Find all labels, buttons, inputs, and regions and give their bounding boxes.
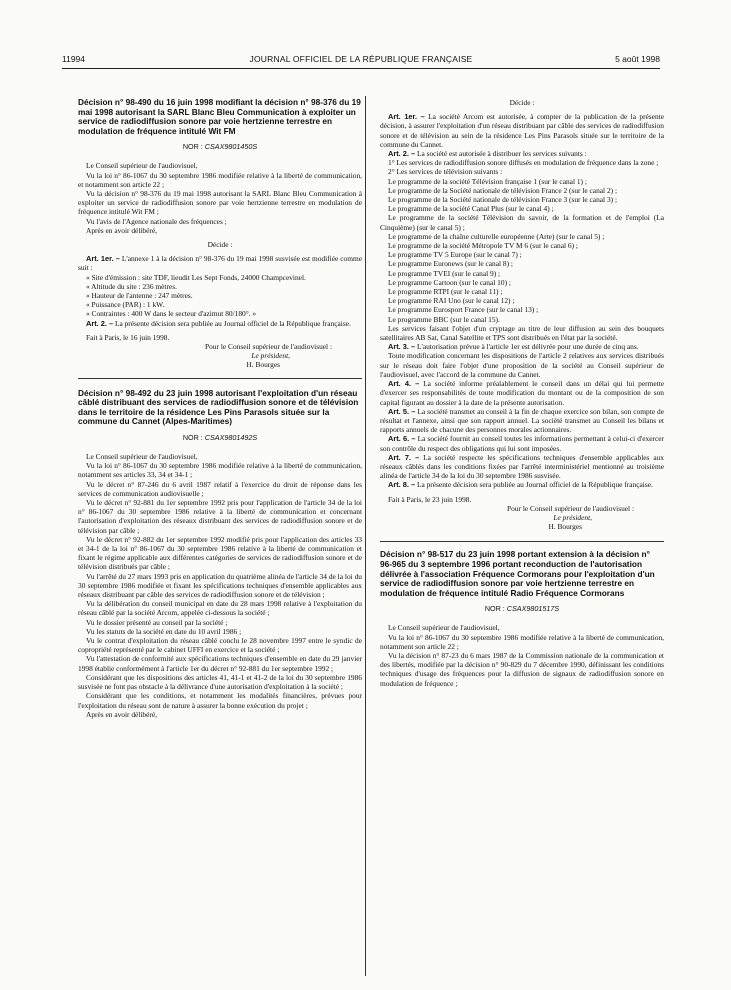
paragraph: Vu le décret n° 92-881 du 1er septembre 1992 pris pour l'application de l'article 34 de la loi n° 86-1067 du 30 septembre 1986 relative à la liberté de communication et concernant l'autorisation d'exploitation des réseaux distribuant des services de radiodiffusion sonore et de télévision par câble ; [78,498,362,535]
paragraph: Vu l'avis de l'Agence nationale des fréquences ; [86,216,227,226]
nor-reference: NOR : CSAX9801517S [484,604,560,614]
issue-date: 5 août 1998 [615,54,660,64]
paragraph: Le Conseil supérieur de l'audiovisuel, [86,161,198,171]
article: Art. 5. – La société transmet au conseil à la fin de chaque exercice son bilan, son compte de résultat et l'annexe, ainsi que son rapport annuel. La société transmet au Conseil les bilans et rapports annuels de chacune des personnes morales actionnaires. [380,406,664,435]
channel-item: Le programme Eurosport France (sur le canal 13) ; [388,305,539,315]
column-divider [365,96,366,976]
channel-item: Le programme de la chaîne culturelle européenne (Arte) (sur le canal 5) ; [388,231,605,241]
decision-title: Décision n° 98-490 du 16 juin 1998 modifiant la décision n° 98-376 du 19 mai 1998 autorisant la SARL Blanc Bleu Communication à exploiter un service de radiodiffusion sonore par voie hertzienne terrestre en modulation de fréquence intitulé Wit FM [78,98,361,136]
journal-title: JOURNAL OFFICIEL DE LA RÉPUBLIQUE FRANÇAISE [249,54,473,64]
article: Art. 4. – La société informe préalablement le conseil dans un délai qui lui permette d'exercer ses responsabilités de toute modification du montant ou de la composition de son capital figurant au dossier à la date de la présente autorisation. [380,379,664,407]
channel-item: Le programme Euronews (sur le canal 8) ; [388,259,513,269]
signature-title: Le président, [553,512,592,522]
list-item: 1° Les services de radiodiffusion sonore diffusés en modulation de fréquence dans la zone ; [388,158,659,168]
paragraph: Vu la loi n° 86-1067 du 30 septembre 1986 modifiée relative à la liberté de communication, et notamment son article 22 ; [78,170,362,189]
right-column [380,98,664,688]
channel-item: Le programme BBC (sur le canal 15). [388,314,500,324]
paragraph: Vu la décision n° 98-376 du 19 mai 1998 autorisant la SARL Blanc Bleu Communication à exploiter un service de radiodiffusion sonore par voie hertzienne terrestre en modulation de fréquence intitulé Wit FM ; [78,188,362,217]
nor-reference: NOR : CSAX9801450S [182,142,258,152]
paragraph: Le Conseil supérieur de l'audiovisuel, [388,623,500,633]
article: Art. 6. – La société fournit au conseil toutes les informations permettant à celui-ci d'exercer son contrôle du respect des obligations qui lui sont imposées. [380,434,664,453]
paragraph: Vu l'arrêté du 27 mars 1993 pris en application du quatrième alinéa de l'article 34 de la loi du 30 septembre 1986 modifiée et fixant les spécifications techniques d'ensemble applicables aux réseaux distribuant par câble des services de radiodiffusion sonore et de télévision ; [78,571,362,600]
paragraph: Vu la loi n° 86-1067 du 30 septembre 1986 modifiée relative à la liberté de communication, notamment ses articles 33, 34 et 34-1 ; [78,461,362,480]
date-line: Fait à Paris, le 23 juin 1998. [388,494,472,504]
page-header [62,54,660,66]
article: Art. 7. – La société respecte les spécifications techniques d'ensemble applicables aux réseaux câblés dans les conditions fixées par l'arrêté interministériel mentionné au troisième alinéa de l'article 34 de la loi du 30 septembre 1986 susvisée. [380,452,664,481]
signature-name: H. Bourges [246,360,280,370]
channel-item: Le programme RTPI (sur le canal 11) ; [388,287,503,297]
paragraph: Après en avoir délibéré, [86,225,158,235]
list-item: « Contraintes : 400 W dans le secteur d'azimut 80/180°. » [86,309,257,319]
article: Art. 1er. – La société Arcom est autorisée, à compter de la publication de la présente décision, à assurer l'exploitation d'un réseau distribuant par câble des services de radiodiffusion sonore et de télévision au sein de la résidence Les Pins Parasols située sur le territoire de la commune du Cannet. [380,112,664,149]
paragraph: Vu la décision n° 87-23 du 6 mars 1987 de la Commission nationale de la communication et des libertés, modifiée par la décision n° 90-829 du 7 décembre 1990, définissant les conditions techniques d'usage des fréquences pour la diffusion de signaux de radiodiffusion sonore en modulation de fréquence ; [380,650,664,688]
paragraph: Vu la délibération du conseil municipal en date du 28 mars 1998 relative à l'exploitation du réseau câblé par la société Arcom, appelée ci-dessous la société ; [78,599,362,618]
list-item: « Puissance (PAR) : 1 kW. [86,300,165,310]
left-column [78,98,362,719]
signature-name: H. Bourges [548,522,582,532]
channel-item: Le programme TVEI (sur le canal 9) ; [388,268,501,278]
channel-item: Le programme RAI Uno (sur le canal 12) ; [388,296,515,306]
paragraph: Considérant que les conditions, et notamment les modalités financières, prévues pour l'exploitation du réseau sont de nature à assurer la bonne exécution du projet ; [78,691,362,710]
date-line: Fait à Paris, le 16 juin 1998. [86,332,170,342]
channel-item: Le programme de la Société nationale de télévision France 3 (sur le canal 3) ; [388,195,618,205]
paragraph: Considérant que les dispositions des articles 41, 41-1 et 41-2 de la loi du 30 septembre 1986 susvisée ne font pas obstacle à la délivrance d'une autorisation d'exploitation à la société ; [78,672,362,692]
paragraph: Vu l'attestation de conformité aux spécifications techniques d'ensemble en date du 29 janvier 1998 établie conformément à l'article 1er du décret n° 92-881 du 1er septembre 1992 ; [78,654,362,673]
channel-item: Le programme de la société Métropole TV M 6 (sur le canal 6) ; [388,241,578,251]
article: Art. 2. – La société est autorisée à distribuer les services suivants : [388,149,587,159]
paragraph: Vu la loi n° 86-1067 du 30 septembre 1986 modifiée relative à la liberté de communication, notamment son article 22 ; [380,632,664,651]
decision-title: Décision n° 98-517 du 23 juin 1998 portant extension à la décision n° 96-965 du 3 septembre 1996 portant reconduction de l'autorisation délivrée à l'association Fréquence Cormorans pour l'exploitation d'un service de radiodiffusion sonore par voie hertzienne terrestre en modulation de fréquence intitulé Radio Fréquence Cormorans [380,549,655,598]
paragraph: Le Conseil supérieur de l'audiovisuel, [86,452,198,462]
section-separator [380,541,664,542]
channel-item: Le programme de la société Télévision française 1 (sur le canal 1) ; [388,176,587,186]
channel-item: Le programme de la Société nationale de télévision France 2 (sur le canal 2) ; [388,185,618,195]
header-rule [62,68,660,69]
channel-item: Le programme TV 5 Europe (sur le canal 7) ; [388,250,522,260]
channel-item: Le programme Cartoon (sur le canal 10) ; [388,277,511,287]
signature-line: Pour le Conseil supérieur de l'audiovisuel : [507,503,634,513]
page-number: 11994 [62,54,86,64]
paragraph: Vu le contrat d'exploitation du réseau câblé conclu le 28 novembre 1997 entre le syndic de copropriété représenté par le cabinet UFFI en exercice et la société ; [78,636,362,655]
article: Art. 3. – L'autorisation prévue à l'article 1er est délivrée pour une durée de cinq ans. [388,342,639,352]
decide-heading: Décide : [207,240,233,249]
paragraph: Toute modification concernant les dispositions de l'article 2 relatives aux services distribués sur le réseau doit faire l'objet d'une proposition de la société au Conseil supérieur de l'audiovisuel, avec l'accord de la commune du Cannet. [380,351,664,379]
paragraph: Vu le décret n° 87-246 du 6 avril 1987 relatif à l'exercice du droit de réponse dans les services de communication audiovisuelle ; [78,479,362,498]
paragraph: Les services faisant l'objet d'un cryptage au titre de leur diffusion au sein des bouquets satellitaires AB Sat, Canal Satellite et TPS sont distribués en l'état par la société. [380,323,664,343]
list-item: « Site d'émission : site TDF, lieudit Les Sept Fonds, 24000 Champcevinel. [86,272,306,282]
decision-title: Décision n° 98-492 du 23 juin 1998 autorisant l'exploitation d'un réseau câblé distribuant des services de radiodiffusion sonore et de télévision dans le territoire de la résidence Les Pins Parasols située sur la commune du Cannet (Alpes-Maritimes) [78,387,359,427]
paragraph: Après en avoir délibéré, [86,709,158,719]
paragraph: Vu le décret n° 92-882 du 1er septembre 1992 modifié pris pour l'application des articles 33 et 34-1 de la loi n° 86-1067 du 30 septembre 1986 relative à la liberté de communication et fixant le régime applicable aux différentes catégories de services de radiodiffusion sonore et de télévision distribués par câble ; [78,534,362,572]
paragraph: Vu les statuts de la société en date du 10 avril 1986 ; [86,626,242,636]
article: Art. 2. – La présente décision sera publiée au Journal officiel de la République française. [86,318,351,328]
list-item: « Hauteur de l'antenne : 247 mètres. [86,291,193,301]
channel-item: Le programme de la société Canal Plus (sur le canal 4) ; [388,204,554,214]
list-item: « Altitude du site : 236 mètres. [86,281,177,291]
article: Art. 8. – La présente décision sera publiée au Journal officiel de la République française. [388,480,653,490]
section-separator [78,378,362,379]
nor-reference: NOR : CSAX9801492S [182,433,258,443]
channel-item: Le programme de la société Télévision du savoir, de la formation et de l'emploi (La Cinquième) (sur le canal 5) ; [380,213,664,232]
decide-heading: Décide : [509,98,535,107]
signature-title: Le président, [251,351,290,361]
signature-line: Pour le Conseil supérieur de l'audiovisuel : [205,342,332,352]
paragraph: Vu le dossier présenté au conseil par la société ; [86,617,228,627]
article: Art. 1er. – L'annexe 1 à la décision n° 98-376 du 19 mai 1998 susvisée est modifiée comme suit : [78,254,362,273]
list-item: 2° Les services de télévision suivants : [388,167,503,177]
